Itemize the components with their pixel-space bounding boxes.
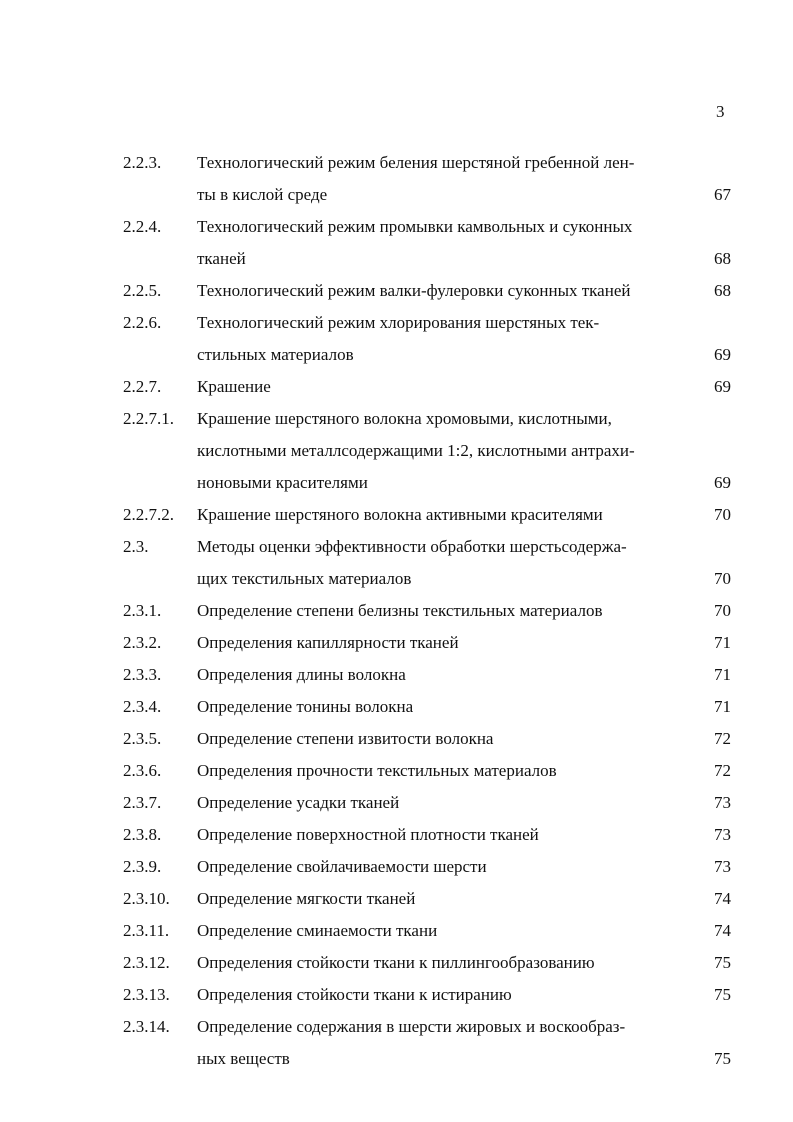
toc-entry-number: 2.2.7.2. [123,505,174,524]
toc-entry-number: 2.3. [123,537,149,556]
toc-entry-page: 73 [714,793,731,812]
toc-entry-number: 2.3.14. [123,1017,170,1036]
toc-entry-title: Определение поверхностной плотности тканей [197,825,539,844]
toc-entry-title: Крашение шерстяного волокна активными красителями [197,505,603,524]
toc-entry-title: Технологический режим хлорирования шерстяных тек- стильных материалов [197,313,600,364]
toc-entry-title: Определения длины волокна [197,665,406,684]
toc-entry [0,595,793,627]
toc-entry-number: 2.3.6. [123,761,162,780]
toc-entry [0,755,793,787]
toc-entry-page: 69 [714,345,731,364]
toc-entry-title: Определения стойкости ткани к истиранию [197,985,512,1004]
toc-entry-page: 72 [714,761,731,780]
toc-entry [0,851,793,883]
toc-entry-number: 2.2.4. [123,217,162,236]
toc-entry-title: Определение свойлачиваемости шерсти [197,857,487,876]
toc-entry-title: Определение усадки тканей [197,793,400,812]
toc-entry-number: 2.3.1. [123,601,162,620]
toc-entry-number: 2.3.2. [123,633,162,652]
toc-entry-number: 2.2.7.1. [123,409,174,428]
toc-entry [0,275,793,307]
toc-entry-number: 2.3.11. [123,921,170,940]
toc-entry-title: Методы оценки эффективности обработки шерстьсодержа- щих текстильных материалов [197,537,627,588]
toc-entry-page: 71 [714,633,731,652]
toc-entry-title: Определение степени белизны текстильных материалов [197,601,603,620]
toc-entry-page: 70 [714,569,731,588]
toc-entry-title: Определение содержания в шерсти жировых и воскообраз- ных веществ [197,1017,626,1068]
toc-entry [0,147,793,211]
toc-entry-page: 69 [714,473,731,492]
toc-entry [0,915,793,947]
toc-entry-page: 75 [714,1049,731,1068]
toc-entry [0,371,793,403]
toc-entry-number: 2.3.3. [123,665,162,684]
toc-entry-page: 72 [714,729,731,748]
toc-entry-page: 75 [714,953,731,972]
toc-entry-title: Крашение шерстяного волокна хромовыми, кислотными, кислотными металлсодержащими 1:2, кислотными антрахи- ноновыми красителями [197,409,635,492]
toc-entry-title: Определения стойкости ткани к пиллингообразованию [197,953,595,972]
toc-entry [0,659,793,691]
toc-entry-page: 75 [714,985,731,1004]
toc-entry-title: Определение степени извитости волокна [197,729,494,748]
toc-entry-page: 70 [714,601,731,620]
toc-entry-page: 74 [714,889,731,908]
page-number: 3 [716,102,725,121]
toc-entry-page: 71 [714,665,731,684]
toc-entry [0,531,793,595]
toc-entry [0,1011,793,1075]
toc-entry-page: 70 [714,505,731,524]
toc-entry-number: 2.3.9. [123,857,162,876]
toc-entry [0,723,793,755]
toc-entry-title: Крашение [197,377,271,396]
toc-entry-number: 2.3.7. [123,793,162,812]
toc-entry-page: 73 [714,857,731,876]
toc-entry-number: 2.3.10. [123,889,170,908]
toc-entry-number: 2.3.12. [123,953,170,972]
toc-entry-title: Определение тонины волокна [197,697,414,716]
toc-entry-number: 2.3.8. [123,825,162,844]
toc-entry-page: 67 [714,185,731,204]
toc-entry-title: Определения прочности текстильных материалов [197,761,557,780]
toc-entry [0,403,793,499]
toc-entry-title: Технологический режим беления шерстяной гребенной лен- ты в кислой среде [197,153,635,204]
toc-entry [0,211,793,275]
toc-entry [0,307,793,371]
toc-entry-title: Технологический режим валки-фулеровки суконных тканей [197,281,631,300]
toc-entry-number: 2.2.5. [123,281,162,300]
table-of-contents [0,147,793,1075]
toc-entry-page: 74 [714,921,731,940]
toc-entry-number: 2.3.13. [123,985,170,1004]
toc-entry [0,691,793,723]
toc-entry-title: Определения капиллярности тканей [197,633,459,652]
toc-entry-page: 71 [714,697,731,716]
toc-entry-number: 2.2.6. [123,313,162,332]
toc-entry-number: 2.3.4. [123,697,162,716]
toc-entry-page: 68 [714,249,731,268]
toc-entry-page: 69 [714,377,731,396]
toc-entry-number: 2.3.5. [123,729,162,748]
toc-entry-title: Технологический режим промывки камвольных и суконных тканей [197,217,633,268]
toc-entry-title: Определение сминаемости ткани [197,921,438,940]
toc-entry-title: Определение мягкости тканей [197,889,416,908]
toc-entry [0,979,793,1011]
toc-entry [0,787,793,819]
toc-entry-page: 68 [714,281,731,300]
toc-entry-number: 2.2.3. [123,153,162,172]
toc-entry-page: 73 [714,825,731,844]
toc-entry [0,627,793,659]
toc-entry [0,883,793,915]
toc-entry-number: 2.2.7. [123,377,162,396]
toc-entry [0,819,793,851]
toc-entry [0,499,793,531]
toc-entry [0,947,793,979]
